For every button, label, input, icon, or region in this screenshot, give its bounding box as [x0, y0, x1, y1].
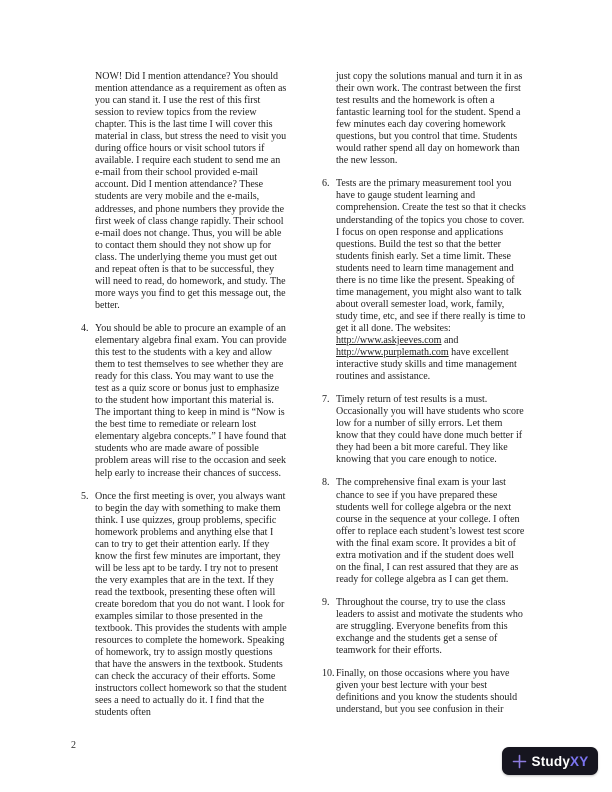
hyperlink[interactable]: http://www.askjeeves.com — [336, 334, 442, 346]
list-item — [81, 491, 287, 720]
item-number: 9. — [322, 596, 330, 608]
paragraph-continuation-right: just copy the solutions manual and turn it in as their own work. The contrast between the first test results and the homework is often a fantastic learning tool for the student. Spend a few minutes each day covering homework questions, but you control that time. Students would rather spend all day on homework than the new lesson. — [336, 71, 523, 167]
numbered-list-right — [322, 178, 526, 716]
item-text: Tests are the primary measurement tool you have to gauge student learning and comprehension. Create the test so that it checks understanding of the topics you chose to cover. I focus on open response and applications questions. Build the test so that the better students finish early. Set a time limit. These students need to learn time management and there is no time like the present. Speaking of time management, you might also want to talk about overall semester load, work, family, study time, etc, and see if there really is time to get it all done. The websites: http://www.askjeeves.com and http://www.purplemath.com have excellent interactive study skills and time management routines and assistance. — [336, 178, 526, 383]
list-item — [322, 394, 526, 466]
page-number: 2 — [71, 740, 76, 751]
logo-text-study: Study — [531, 753, 571, 769]
item-number: 8. — [322, 477, 330, 489]
list-item — [322, 178, 526, 383]
item-text: Throughout the course, try to use the class leaders to assist and motivate the students who are struggling. Everyone benefits from this exchange and the students get a sense of teamwork for their efforts. — [336, 596, 523, 657]
item-number: 4. — [81, 322, 89, 334]
list-item — [81, 323, 287, 480]
item-text: Finally, on those occasions where you have given your best lecture with your best definitions and you know the students should understand, but you see confusion in their — [336, 668, 518, 716]
item-text: Once the first meeting is over, you always want to begin the day with something to make them think. I use quizzes, group problems, specific homework problems and anything else that I can to try to get their attention early. If they know the first few minutes are important, they will be less apt to be tardy. I try not to present the very examples that are in the text. If they read the textbook, presenting these often will create boredom that you do not want. I look for examples similar to those presented in the textbook. This provides the students with ample resources to complete the homework. Speaking of homework, try to assign mostly questions that have the answers in the textbook. Students can check the accuracy of their efforts. Some instructors collect homework so that the student sees a need to actually do it. I find that the students often — [95, 490, 287, 719]
item-text: Timely return of test results is a must. Occasionally you will have students who score low for a number of silly errors. Let them know that they could have done much better if they had been a bit more careful. They like knowing that you care enough to notice. — [336, 394, 524, 466]
item-number: 6. — [322, 178, 330, 190]
list-item — [322, 668, 526, 716]
item-number: 10. — [322, 668, 335, 680]
logo-text-xy: XY — [570, 753, 589, 769]
item-number: 7. — [322, 394, 330, 406]
numbered-list-left — [81, 323, 287, 720]
left-column — [81, 71, 287, 719]
paragraph-continuation-left: NOW! Did I mention attendance? You should mention attendance as a requirement as often as you can stand it. I use the rest of this first session to review topics from the review chapter. This is the last time I will cover this material in class, but stress the need to visit you during office hours or visit school tutors if available. I require each student to send me an e-mail from their school provided e-mail account. Did I mention attendance? These students are very mobile and the e-mails, addresses, and phone numbers they provide the first week of class change rapidly. Their school e-mail does not change. Thus, you will be able to contact them should they not show up for class. The underlying theme you must get out and repeat often is that to be successful, they will need to read, do homework, and study. The more ways you find to get this message out, the better. — [95, 71, 287, 311]
studyxy-logo — [502, 747, 598, 775]
item-text: The comprehensive final exam is your last chance to see if you have prepared these students well for college algebra or the next course in the sequence at your college. I often offer to replace each student’s lowest test score with the final exam score. It provides a bit of extra motivation and if the student does well on the final, I can rest assured that they are as ready for college algebra as I can get them. — [336, 477, 525, 585]
list-item — [322, 597, 526, 657]
plus-icon — [512, 754, 527, 769]
list-item — [322, 477, 526, 585]
item-number: 5. — [81, 490, 89, 502]
item-text: You should be able to procure an example of an elementary algebra final exam. You can provide this test to the students with a key and allow them to test themselves to see whether they are ready for this class. You may want to use the test as a quiz score or bonus just to emphasize to the student how important this material is. The important thing to keep in mind is “Now is the best time to remediate or relearn lost elementary algebra concepts.” I have found that students who are made aware of possible problem areas will rise to the occasion and seek help early to increase their chances of success. — [95, 322, 287, 479]
hyperlink[interactable]: http://www.purplemath.com — [336, 347, 449, 359]
logo-wordmark — [532, 754, 589, 769]
right-column — [322, 71, 526, 716]
